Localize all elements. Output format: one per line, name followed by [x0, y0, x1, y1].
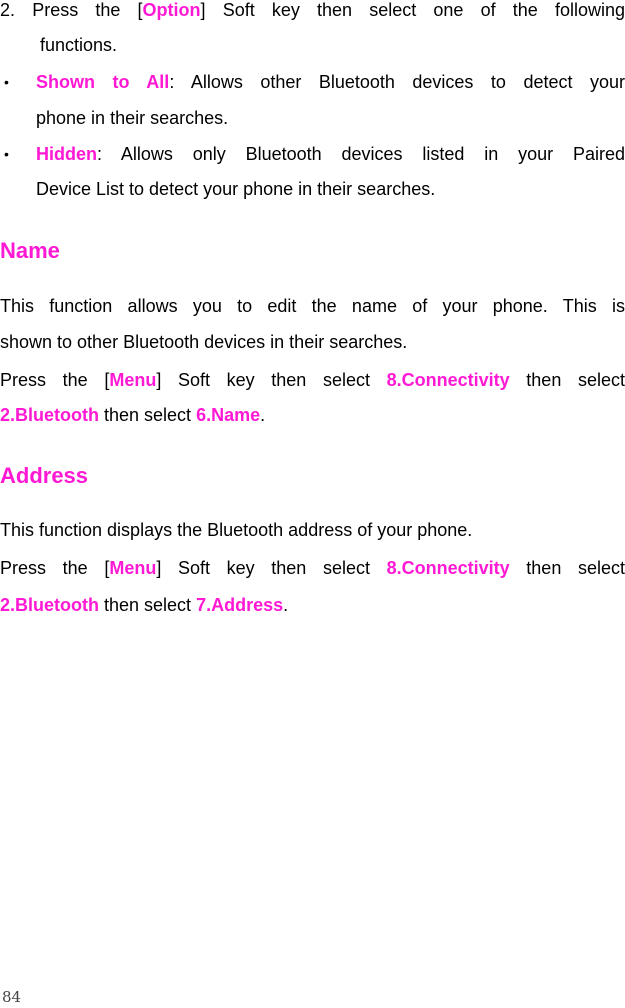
address-press-line-1: Press the [Menu] Soft key then select 8.Connectivity then select [0, 558, 625, 578]
section-heading-address: Address [0, 463, 89, 488]
bullet-icon: • [4, 146, 9, 162]
step-text-post: ] Soft key then select one of the following [200, 0, 625, 20]
address-press-line-2: 2.Bluetooth then select 7.Address. [0, 595, 289, 615]
option-key-label: Option [142, 0, 201, 20]
name-press-line-2: 2.Bluetooth then select 6.Name. [0, 405, 266, 425]
step-text-pre: Press the [ [32, 0, 143, 20]
bullet-term: Hidden [36, 144, 97, 164]
bullet-icon: • [4, 74, 9, 90]
menu-path-name: 6.Name [196, 405, 261, 425]
menu-path-address: 7.Address [196, 595, 284, 615]
menu-path-connectivity: 8.Connectivity [386, 558, 510, 578]
menu-path-bluetooth: 2.Bluetooth [0, 405, 99, 425]
bullet-shown-to-all-line-1: Shown to All: Allows other Bluetooth devices to detect your [36, 72, 625, 92]
menu-key-label: Menu [109, 370, 157, 390]
name-desc-line-1: This function allows you to edit the name of your phone. This is [0, 296, 625, 316]
step-number: 2. [0, 0, 16, 20]
name-desc-line-2: shown to other Bluetooth devices in their searches. [0, 332, 408, 352]
address-desc-line-1: This function displays the Bluetooth address of your phone. [0, 520, 473, 540]
section-heading-name: Name [0, 238, 60, 263]
name-press-line-1: Press the [Menu] Soft key then select 8.Connectivity then select [0, 370, 625, 390]
menu-path-bluetooth: 2.Bluetooth [0, 595, 99, 615]
bullet-hidden-line-1: Hidden: Allows only Bluetooth devices listed in your Paired [36, 144, 625, 164]
bullet-term: Shown to All [36, 72, 170, 92]
menu-path-connectivity: 8.Connectivity [386, 370, 510, 390]
bullet-shown-to-all-line-2: phone in their searches. [36, 108, 229, 128]
page-number: 84 [2, 988, 22, 1006]
step-2-line-2: functions. [40, 35, 118, 55]
bullet-hidden-line-2: Device List to detect your phone in their searches. [36, 179, 436, 199]
step-2-line-1 [0, 0, 625, 21]
menu-key-label: Menu [109, 558, 157, 578]
